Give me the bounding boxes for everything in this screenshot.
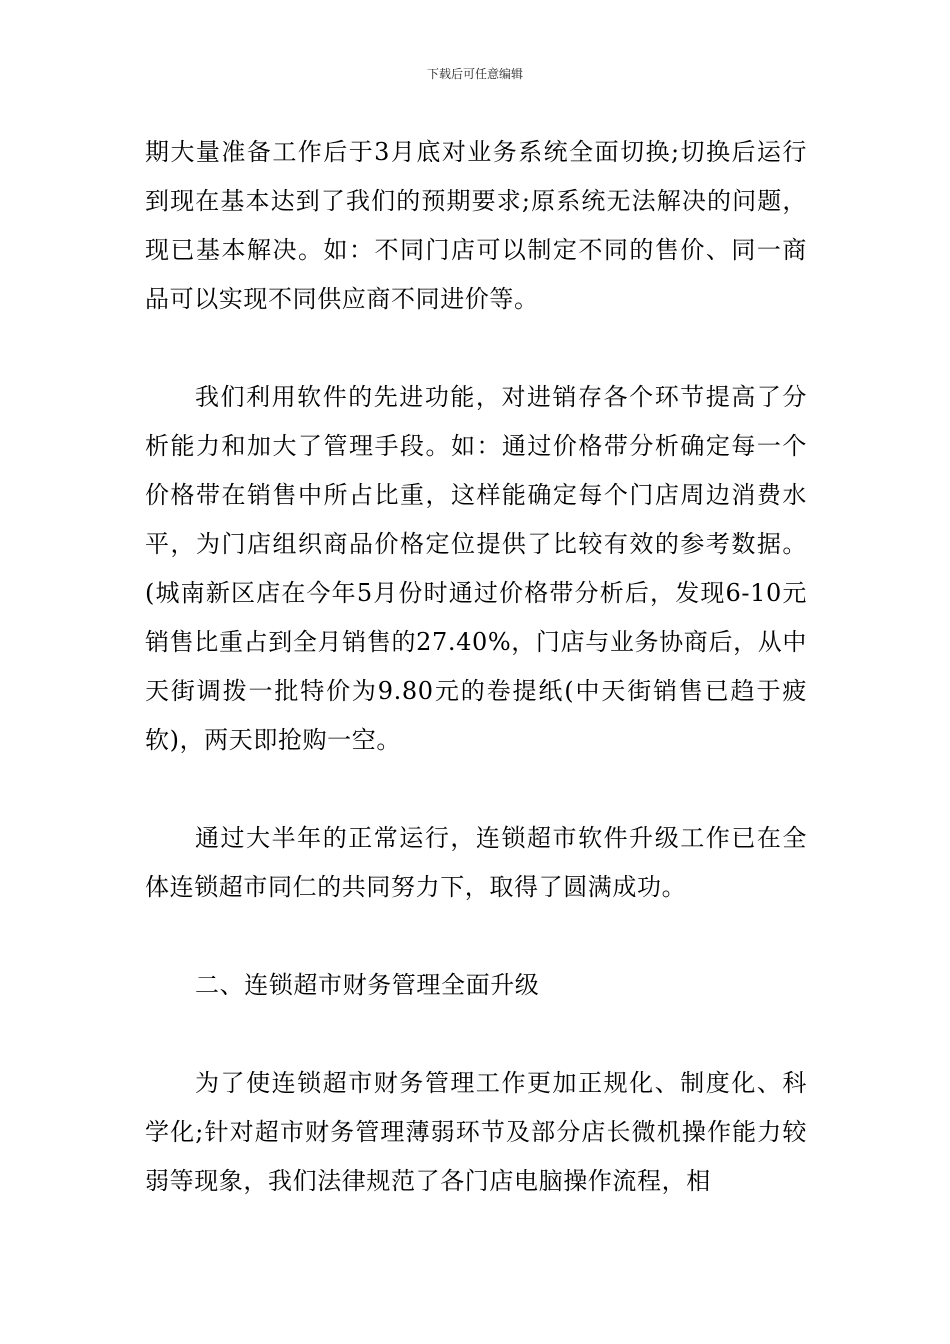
page-header-note: 下载后可任意编辑 (426, 67, 523, 81)
paragraph-gap (145, 324, 807, 373)
section-heading-finance-upgrade: 二、连锁超市财务管理全面升级 (195, 971, 540, 999)
paragraph-gap (145, 765, 807, 814)
paragraph-gap (145, 1010, 807, 1059)
document-body (145, 128, 807, 1206)
paragraph-system-switch: 期大量准备工作后于3月底对业务系统全面切换;切换后运行到现在基本达到了我们的预期要求;原系统无法解决的问题，现已基本解决。如：不同门店可以制定不同的售价、同一商品可以实现不同供应商不同进价等。 (145, 138, 807, 313)
paragraph-software-analysis: 我们利用软件的先进功能，对进销存各个环节提高了分析能力和加大了管理手段。如：通过价格带分析确定每一个价格带在销售中所占比重，这样能确定每个门店周边消费水平，为门店组织商品价格定位提供了比较有效的参考数据。(城南新区店在今年5月份时通过价格带分析后，发现6-10元销售比重占到全月销售的27.40%，门店与业务协商后，从中天街调拨一批特价为9.80元的卷提纸(中天街销售已趋于疲软)，两天即抢购一空。 (145, 383, 807, 754)
paragraph-gap (145, 912, 807, 961)
paragraph-finance-management: 为了使连锁超市财务管理工作更加正规化、制度化、科学化;针对超市财务管理薄弱环节及部分店长微机操作能力较弱等现象，我们法律规范了各门店电脑操作流程，相 (145, 1069, 807, 1195)
paragraph-upgrade-success: 通过大半年的正常运行，连锁超市软件升级工作已在全体连锁超市同仁的共同努力下，取得了圆满成功。 (145, 824, 807, 901)
